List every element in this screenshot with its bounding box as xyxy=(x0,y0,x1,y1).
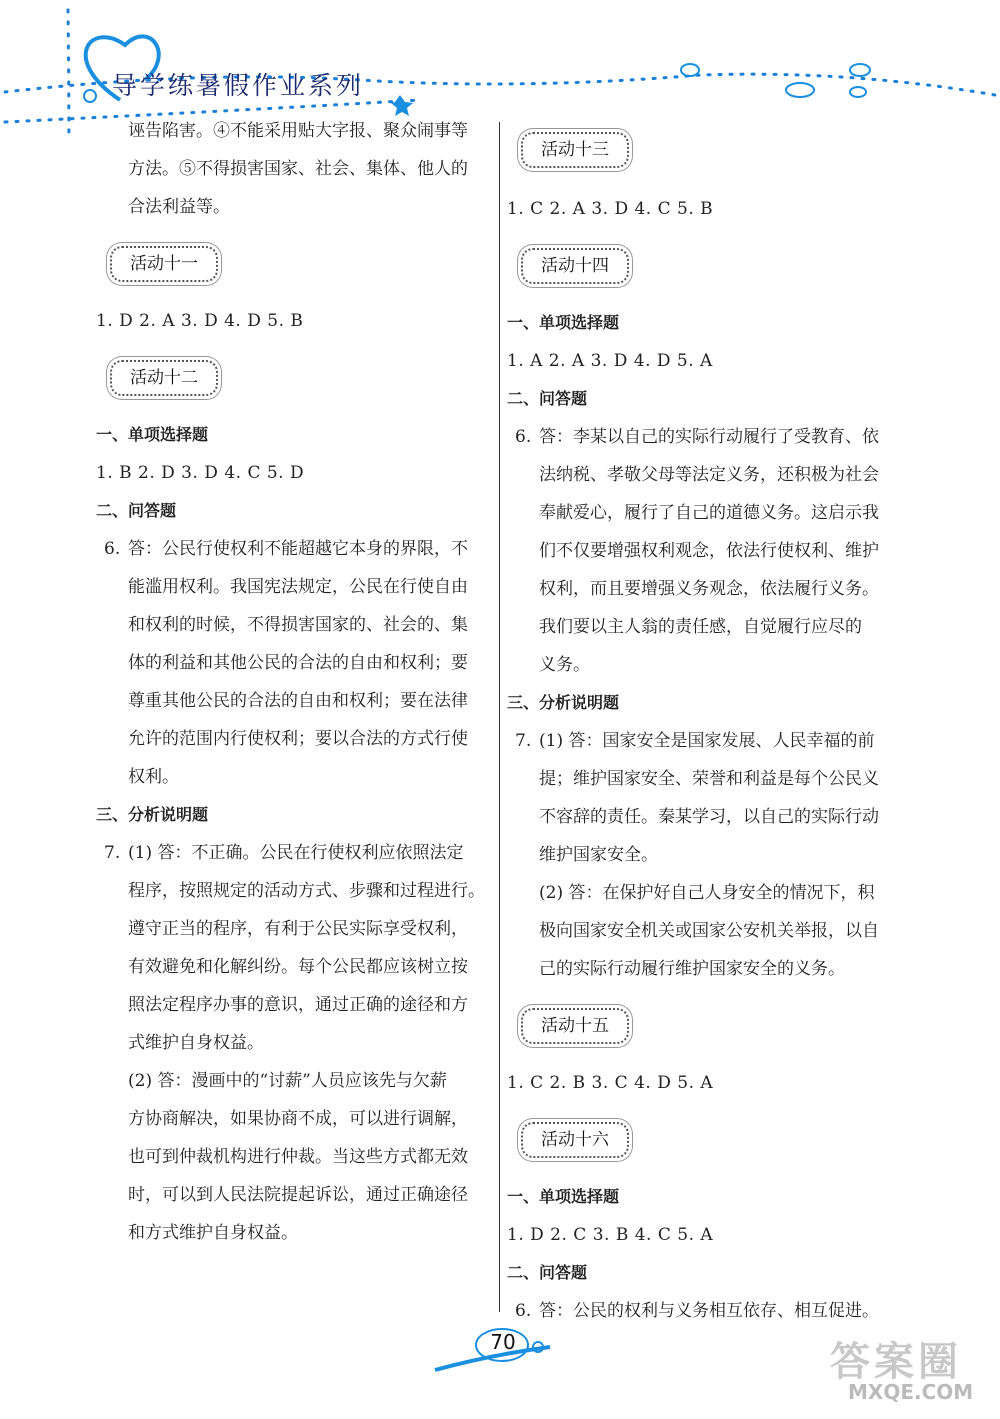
page-number: 70 xyxy=(490,1330,516,1354)
q7-line: (1) 答：国家安全是国家发展、人民幸福的前 xyxy=(539,731,875,751)
q6-line: 体的利益和其他公民的合法的自由和权利；要 xyxy=(128,653,468,673)
activity-14-q7 xyxy=(507,722,907,988)
q7-number: 7. xyxy=(515,731,532,751)
activity-11-title: 活动十一 xyxy=(110,246,218,282)
q6-line: 允许的范围内行使权利；要以合法的方式行使 xyxy=(128,729,468,749)
activity-12-q6 xyxy=(96,530,496,796)
activity-16-title: 活动十六 xyxy=(521,1122,629,1158)
q6-line: 和权利的时候，不得损害国家的、社会的、集 xyxy=(128,615,468,635)
activity-11-answers: 1. D 2. A 3. D 4. D 5. B xyxy=(96,311,304,331)
q7-2-line: 时，可以到人民法院提起诉讼，通过正确途径 xyxy=(128,1185,468,1205)
q7-line: 不容辞的责任。秦某学习，以自己的实际行动 xyxy=(539,807,879,827)
q6-line: 权利，而且要增强义务观念，依法履行义务。 xyxy=(539,579,879,599)
activity-12-q7 xyxy=(96,834,496,1252)
q7-2-line: 方协商解决，如果协商不成，可以进行调解， xyxy=(128,1109,468,1129)
q6-line: 权利。 xyxy=(128,767,179,787)
activity-15-answers: 1. C 2. B 3. C 4. D 5. A xyxy=(507,1073,714,1093)
q6-line: 答：公民的权利与义务相互依存、相互促进。 xyxy=(539,1301,879,1321)
intro-line-3: 合法利益等。 xyxy=(128,197,230,217)
activity-12-section-2: 二、问答题 xyxy=(96,501,177,520)
q7-line: 照法定程序办事的意识，通过正确的途径和方 xyxy=(128,995,468,1015)
activity-14-title: 活动十四 xyxy=(521,248,629,284)
activity-16-answers: 1. D 2. C 3. B 4. C 5. A xyxy=(507,1225,714,1245)
activity-16-q6 xyxy=(507,1292,907,1330)
activity-14-q6 xyxy=(507,418,907,684)
activity-11-header xyxy=(96,226,496,302)
q6-line: 义务。 xyxy=(539,655,590,675)
activity-14-section-1: 一、单项选择题 xyxy=(507,313,620,332)
watermark-logo-text: 答案圈 xyxy=(830,1339,962,1385)
q7-line: 提；维护国家安全、荣誉和利益是每个公民义 xyxy=(539,769,879,789)
activity-13-header xyxy=(507,110,907,190)
activity-14-section-3: 三、分析说明题 xyxy=(507,693,620,712)
series-title: 导学练暑假作业系列 xyxy=(112,71,365,100)
q6-line: 尊重其他公民的合法的自由和权利；要在法律 xyxy=(128,691,468,711)
right-column xyxy=(507,112,907,1330)
q7-line: 程序，按照规定的活动方式、步骤和过程进行。 xyxy=(128,881,485,901)
q6-number: 6. xyxy=(104,539,121,559)
intro-line-2: 方法。⑤不得损害国家、社会、集体、他人的 xyxy=(128,159,468,179)
column-divider xyxy=(499,122,500,1312)
q6-line: 们不仅要增强权利观念，依法行使权利、维护 xyxy=(539,541,879,561)
left-column xyxy=(96,112,496,1252)
q6-number: 6. xyxy=(515,1301,532,1321)
activity-12-header xyxy=(96,340,496,416)
activity-12-answers: 1. B 2. D 3. D 4. C 5. D xyxy=(96,463,305,483)
q7-2-line: 也可到仲裁机构进行仲裁。当这些方式都无效 xyxy=(128,1147,468,1167)
q7-2-line: 和方式维护自身权益。 xyxy=(128,1223,298,1243)
activity-13-title: 活动十三 xyxy=(521,132,629,168)
q7-line: (1) 答：不正确。公民在行使权利应依照法定 xyxy=(128,843,464,863)
watermark xyxy=(830,1330,990,1410)
activity-13-answers: 1. C 2. A 3. D 4. C 5. B xyxy=(507,199,714,219)
activity-15-header xyxy=(507,988,907,1064)
q7-line: 遵守正当的程序，有利于公民实际享受权利， xyxy=(128,919,468,939)
q6-line: 答：李某以自己的实际行动履行了受教育、依 xyxy=(539,427,879,447)
activity-16-header xyxy=(507,1102,907,1178)
q7-2-line: (2) 答：在保护好自己人身安全的情况下，积 xyxy=(539,883,875,903)
activity-14-header xyxy=(507,228,907,304)
activity-12-section-1: 一、单项选择题 xyxy=(96,425,209,444)
intro-line-1: 诬告陷害。④不能采用贴大字报、聚众闹事等 xyxy=(128,121,468,141)
activity-14-section-2: 二、问答题 xyxy=(507,389,588,408)
q7-line: 维护国家安全。 xyxy=(539,845,658,865)
q7-line: 有效避免和化解纠纷。每个公民都应该树立按 xyxy=(128,957,468,977)
activity-16-section-1: 一、单项选择题 xyxy=(507,1187,620,1206)
q7-2-line: 极向国家安全机关或国家公安机关举报，以自 xyxy=(539,921,879,941)
q6-line: 我们要以主人翁的责任感，自觉履行应尽的 xyxy=(539,617,862,637)
q6-line: 法纳税、孝敬父母等法定义务，还积极为社会 xyxy=(539,465,879,485)
activity-14-answers: 1. A 2. A 3. D 4. D 5. A xyxy=(507,351,713,371)
q6-number: 6. xyxy=(515,427,532,447)
q7-2-line: 己的实际行动履行维护国家安全的义务。 xyxy=(539,959,845,979)
activity-16-section-2: 二、问答题 xyxy=(507,1263,588,1282)
watermark-url: MXQE.COM xyxy=(848,1380,974,1404)
activity-15-title: 活动十五 xyxy=(521,1008,629,1044)
q7-line: 式维护自身权益。 xyxy=(128,1033,264,1053)
q7-number: 7. xyxy=(104,843,121,863)
activity-12-title: 活动十二 xyxy=(110,360,218,396)
q6-line: 答：公民行使权利不能超越它本身的界限，不 xyxy=(128,539,468,559)
q7-2-line: (2) 答：漫画中的“讨薪”人员应该先与欠薪 xyxy=(128,1071,447,1091)
activity-12-section-3: 三、分析说明题 xyxy=(96,805,209,824)
q6-line: 能滥用权利。我国宪法规定，公民在行使自由 xyxy=(128,577,468,597)
q6-line: 奉献爱心，履行了自己的道德义务。这启示我 xyxy=(539,503,879,523)
